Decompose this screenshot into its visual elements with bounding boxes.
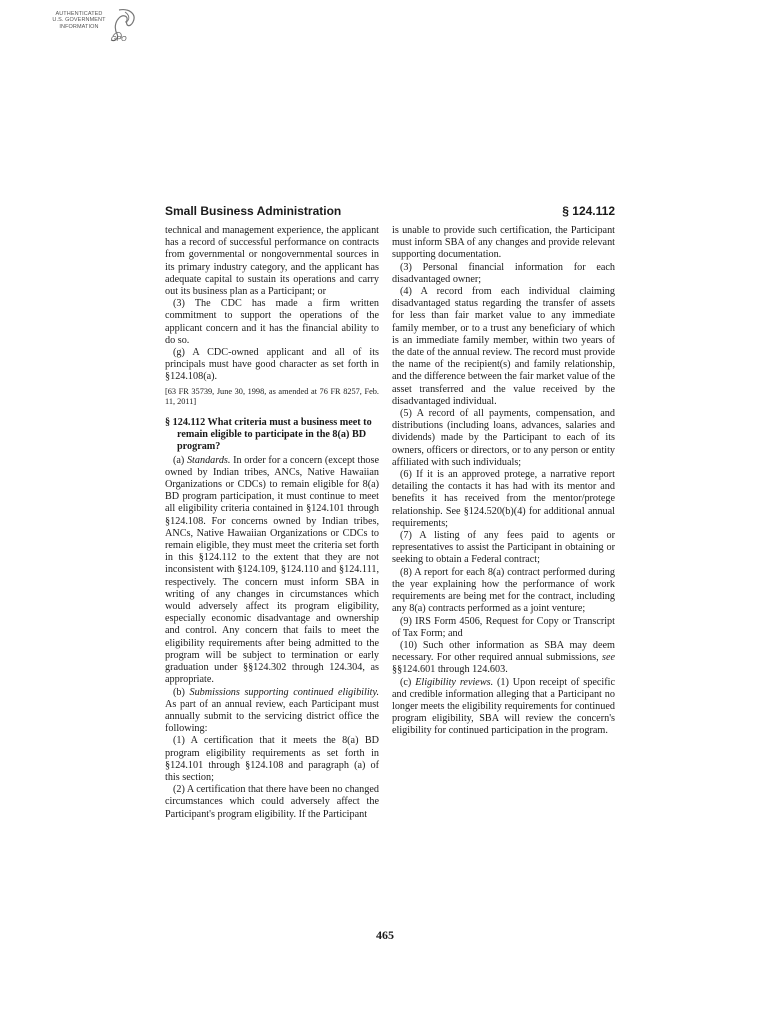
paragraph-submissions <box>165 687 379 736</box>
left-column <box>165 225 379 821</box>
paragraph-text: As part of an annual review, each Participant must annually submit to the servicing district office the following: <box>165 698 379 735</box>
gpo-authentication-logo <box>33 6 141 52</box>
paragraph: (1) A certification that it meets the 8(a) BD program eligibility requirements as set forth in §124.101 through §124.108 and paragraph (a) of this section; <box>165 735 379 783</box>
page-number: 465 <box>376 928 394 942</box>
paragraph-label: (b) <box>173 686 185 698</box>
gpo-mark: GPO <box>111 36 127 43</box>
gpo-logo-line: AUTHENTICATED <box>55 11 103 17</box>
running-header <box>165 204 615 220</box>
gpo-logo-line: INFORMATION <box>59 23 99 30</box>
section-heading: § 124.112 What criteria must a business meet to remain eligible to participate in the 8(a) BD program? <box>165 416 372 452</box>
see-reference: see <box>601 652 615 664</box>
paragraph: (9) IRS Form 4506, Request for Copy or Transcript of Tax Form; and <box>392 615 615 639</box>
paragraph: (5) A record of all payments, compensation, and distributions (including loans, advances, salaries and dividends) made by the Participant to each of its owners, officers or directors, or to any person or entity affiliated with such individuals; <box>392 408 615 468</box>
right-column <box>392 225 615 738</box>
paragraph-label: (a) <box>173 454 185 466</box>
paragraph-heading: Standards. <box>186 454 231 466</box>
paragraph-heading: Submissions supporting continued eligibility. <box>189 686 379 698</box>
paragraph: (6) If it is an approved protege, a narrative report detailing the contacts it has had with its mentor and benefits it has received from the mentor/protege relationship. See §124.520(b)(4) for additional annual requirements; <box>392 469 615 529</box>
gpo-logo-line: U.S. GOVERNMENT <box>52 17 106 24</box>
paragraph: (2) A certification that there have been no changed circumstances which could adversely affect the Participant's program eligibility. If the Participant <box>165 784 379 820</box>
paragraph: (3) The CDC has made a firm written commitment to support the operations of the applicant concern and it has the financial ability to do so. <box>165 298 379 346</box>
paragraph-other-info <box>392 640 615 677</box>
paragraph: (g) A CDC-owned applicant and all of its principals must have good character as set forth in §124.108(a). <box>165 347 379 383</box>
paragraph-text: §§124.601 through 124.603. <box>392 664 508 676</box>
citation: [63 FR 35739, June 30, 1998, as amended at 76 FR 8257, Feb. 11, 2011] <box>165 386 379 407</box>
agency-name: Small Business Administration <box>165 204 342 218</box>
paragraph-heading: Eligibility reviews. <box>415 676 494 688</box>
paragraph: (8) A report for each 8(a) contract performed during the year explaining how the performance of work requirements are being met for the contract, including any 8(a) contracts performed as a joint venture; <box>392 566 615 615</box>
gpo-logo-text <box>33 11 125 30</box>
paragraph-eligibility-reviews <box>392 677 615 738</box>
paragraph: (4) A record from each individual claiming disadvantaged status regarding the transfer of assets for less than fair market value to any immediate family member, or to a trust any beneficiary of which is an immediate family member, within two years of the date of the annual review. The record must provide the name of the recipient(s) and family relationship, and the difference between the fair market value of the asset transferred and the value received by the disadvantaged individual. <box>392 286 615 407</box>
paragraph: technical and management experience, the applicant has a record of successful performance on contracts from governmental or nongovernmental sources in its primary industry category, and the applicant has adequate capital to sustain its operations and carry out its business plan as a Participant; or <box>165 225 379 298</box>
paragraph: is unable to provide such certification, the Participant must inform SBA of any changes and provide relevant supporting documentation. <box>392 225 615 261</box>
paragraph: (3) Personal financial information for each disadvantaged owner; <box>392 261 615 285</box>
paragraph: (7) A listing of any fees paid to agents or representatives to assist the Participant in obtaining or seeking to obtain a Federal contract; <box>392 530 615 566</box>
paragraph-standards <box>165 455 379 687</box>
paragraph-text: (1) Upon receipt of specific and credible information alleging that a Participant no longer meets the eligibility requirements for continued program eligibility, SBA will review the concern's eligibility for continued participation in the program. <box>392 676 615 737</box>
section-number: § 124.112 <box>562 204 615 218</box>
paragraph-text: In order for a concern (except those owned by Indian tribes, ANCs, Native Hawaiian Organizations or CDCs) to remain eligible for 8(a) BD program participation, it must continue to meet all eligibility criteria contained in §124.101 through §124.108. For concerns owned by Indian tribes, ANCs, Native Hawaiian Organizations or CDCs to remain eligible, they must meet the criteria set forth in this §124.112 to the extent that they are not inconsistent with §124.109, §124.110 and §124.111, respectively. The concern must inform SBA in writing of any changes in circumstances which would adversely affect its program eligibility, especially economic disadvantage and ownership and control. Any concern that fails to meet the eligibility requirements after being admitted to the program will be subject to termination or early graduation under §§124.302 through 124.304, as appropriate. <box>165 454 380 686</box>
paragraph-text: (10) Such other information as SBA may deem necessary. For other required annual submissions, <box>392 639 615 664</box>
paragraph-label: (c) <box>400 676 412 688</box>
